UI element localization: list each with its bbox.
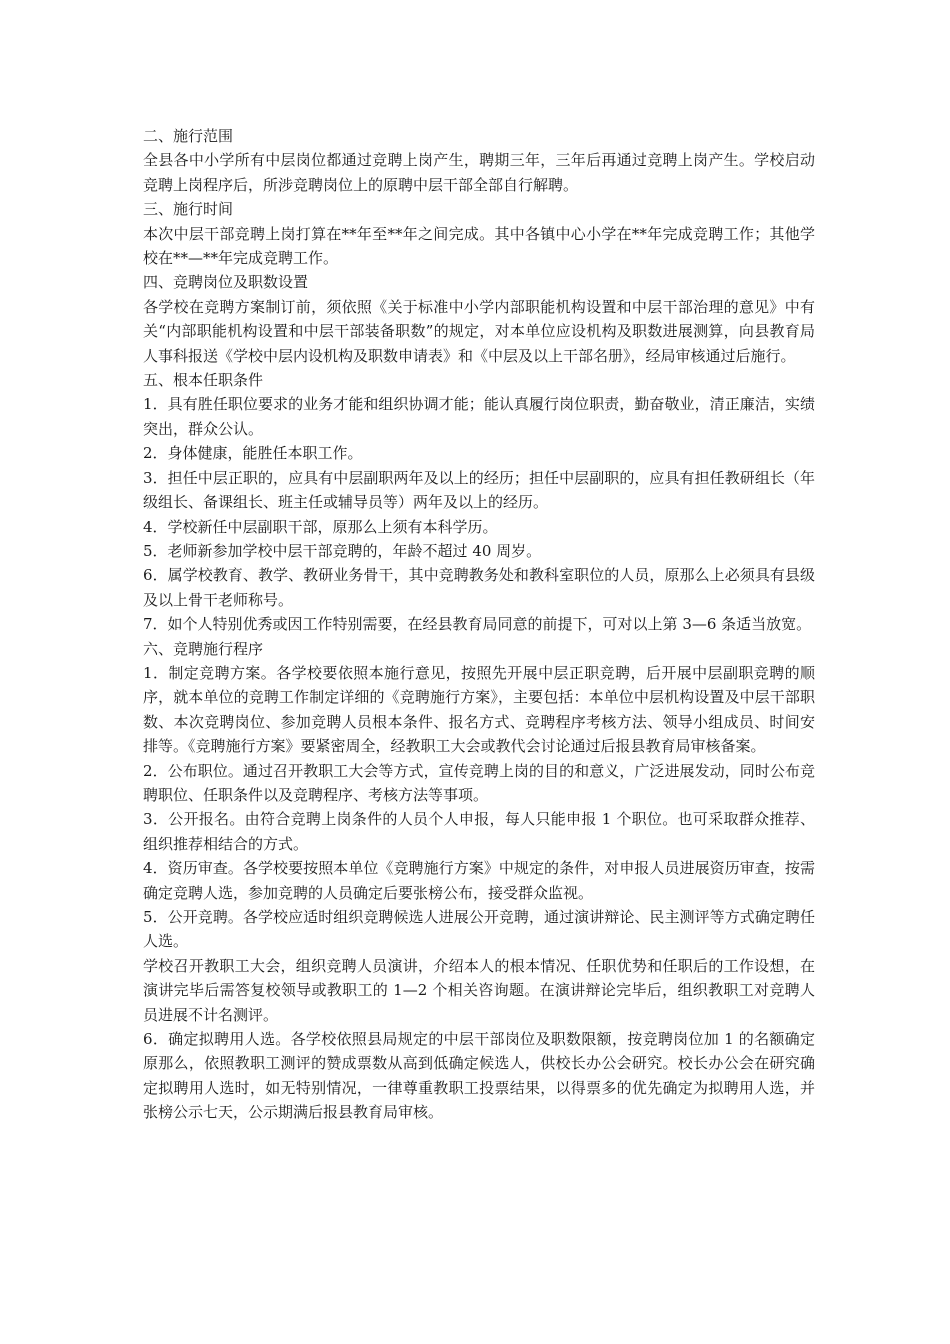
condition-item: 2．身体健康，能胜任本职工作。	[143, 444, 363, 463]
condition-item: 5．老师新参加学校中层干部竞聘的，年龄不超过 40 周岁。	[143, 541, 542, 560]
heading-conditions: 五、根本任职条件	[143, 371, 264, 390]
procedure-item: 2．公布职位。通过召开教职工大会等方式，宣传竞聘上岗的目的和意义，广泛进展发动，同时公布竞聘职位、任职条件以及竞聘程序、考核方法等事项。	[143, 761, 815, 804]
condition-item: 4．学校新任中层副职干部，原那么上须有本科学历。	[143, 517, 498, 536]
paragraph-scope: 全县各中小学所有中层岗位都通过竞聘上岗产生，聘期三年，三年后再通过竞聘上岗产生。学校启动竞聘上岗程序后，所涉竞聘岗位上的原聘中层干部全部自行解聘。	[143, 151, 815, 194]
procedure-item: 3．公开报名。由符合竞聘上岗条件的人员个人申报，每人只能申报 1 个职位。也可采取群众推荐、组织推荐相结合的方式。	[143, 810, 815, 853]
procedure-item: 6．确定拟聘用人选。各学校依照县局规定的中层干部岗位及职数限额，按竞聘岗位加 1 的名额确定原那么，依照教职工测评的赞成票数从高到低确定候选人，供校长办公会研究。校长办公会在研究确定拟聘用人选时，如无特别情况，一律尊重教职工投票结果，以得票多的优先确定为拟聘用人选，并张榜公示七天，公示期满后报县教育局审核。	[143, 1030, 815, 1122]
procedure-item: 1．制定竞聘方案。各学校要依照本施行意见，按照先开展中层正职竞聘，后开展中层副职竞聘的顺序，就本单位的竞聘工作制定详细的《竞聘施行方案》，主要包括：本单位中层机构设置及中层干部职数、本次竞聘岗位、参加竞聘人员根本条件、报名方式、竞聘程序考核方法、领导小组成员、时间安排等。《竞聘施行方案》要紧密周全，经教职工大会或教代会讨论通过后报县教育局审核备案。	[143, 663, 815, 756]
paragraph-schedule: 本次中层干部竞聘上岗打算在**年至**年之间完成。其中各镇中心小学在**年完成竞聘工作；其他学校在**—**年完成竞聘工作。	[143, 224, 815, 268]
condition-item: 6．属学校教育、教学、教研业务骨干，其中竞聘教务处和教科室职位的人员，原那么上必须具有县级及以上骨干老师称号。	[143, 566, 815, 609]
document-body	[143, 124, 815, 1125]
procedure-item: 5．公开竞聘。各学校应适时组织竞聘候选人进展公开竞聘，通过演讲辩论、民主测评等方式确定聘任人选。	[143, 908, 815, 951]
heading-positions: 四、竞聘岗位及职数设置	[143, 273, 309, 292]
procedure-item: 4．资历审查。各学校要按照本单位《竞聘施行方案》中规定的条件，对申报人员进展资历审查，按需确定竞聘人选，参加竞聘的人员确定后要张榜公布，接受群众监视。	[143, 859, 815, 902]
heading-procedure: 六、竞聘施行程序	[143, 639, 264, 658]
heading-schedule: 三、施行时间	[143, 200, 234, 219]
paragraph-positions: 各学校在竞聘方案制订前，须依照《关于标准中小学内部职能机构设置和中层干部治理的意见》中有关“内部职能机构设置和中层干部装备职数”的规定，对本单位应设机构及职数进展测算，向县教育局人事科报送《学校中层内设机构及职数申请表》和《中层及以上干部名册》，经局审核通过后施行。	[143, 297, 815, 365]
condition-item: 3．担任中层正职的，应具有中层副职两年及以上的经历；担任中层副职的，应具有担任教研组长（年级组长、备课组长、班主任或辅导员等）两年及以上的经历。	[143, 468, 815, 512]
condition-item: 7．如个人特别优秀或因工作特别需要，在经县教育局同意的前提下，可对以上第 3—6 条适当放宽。	[143, 615, 812, 634]
procedure-paragraph: 学校召开教职工大会，组织竞聘人员演讲，介绍本人的根本情况、任职优势和任职后的工作设想，在演讲完毕后需答复校领导或教职工的 1—2 个相关咨询题。在演讲辩论完毕后，组织教职工对竞聘人员进展不计名测评。	[143, 956, 815, 1024]
condition-item: 1．具有胜任职位要求的业务才能和组织协调才能；能认真履行岗位职责，勤奋敬业，清正廉洁，实绩突出，群众公认。	[143, 395, 815, 438]
heading-scope: 二、施行范围	[143, 127, 234, 145]
